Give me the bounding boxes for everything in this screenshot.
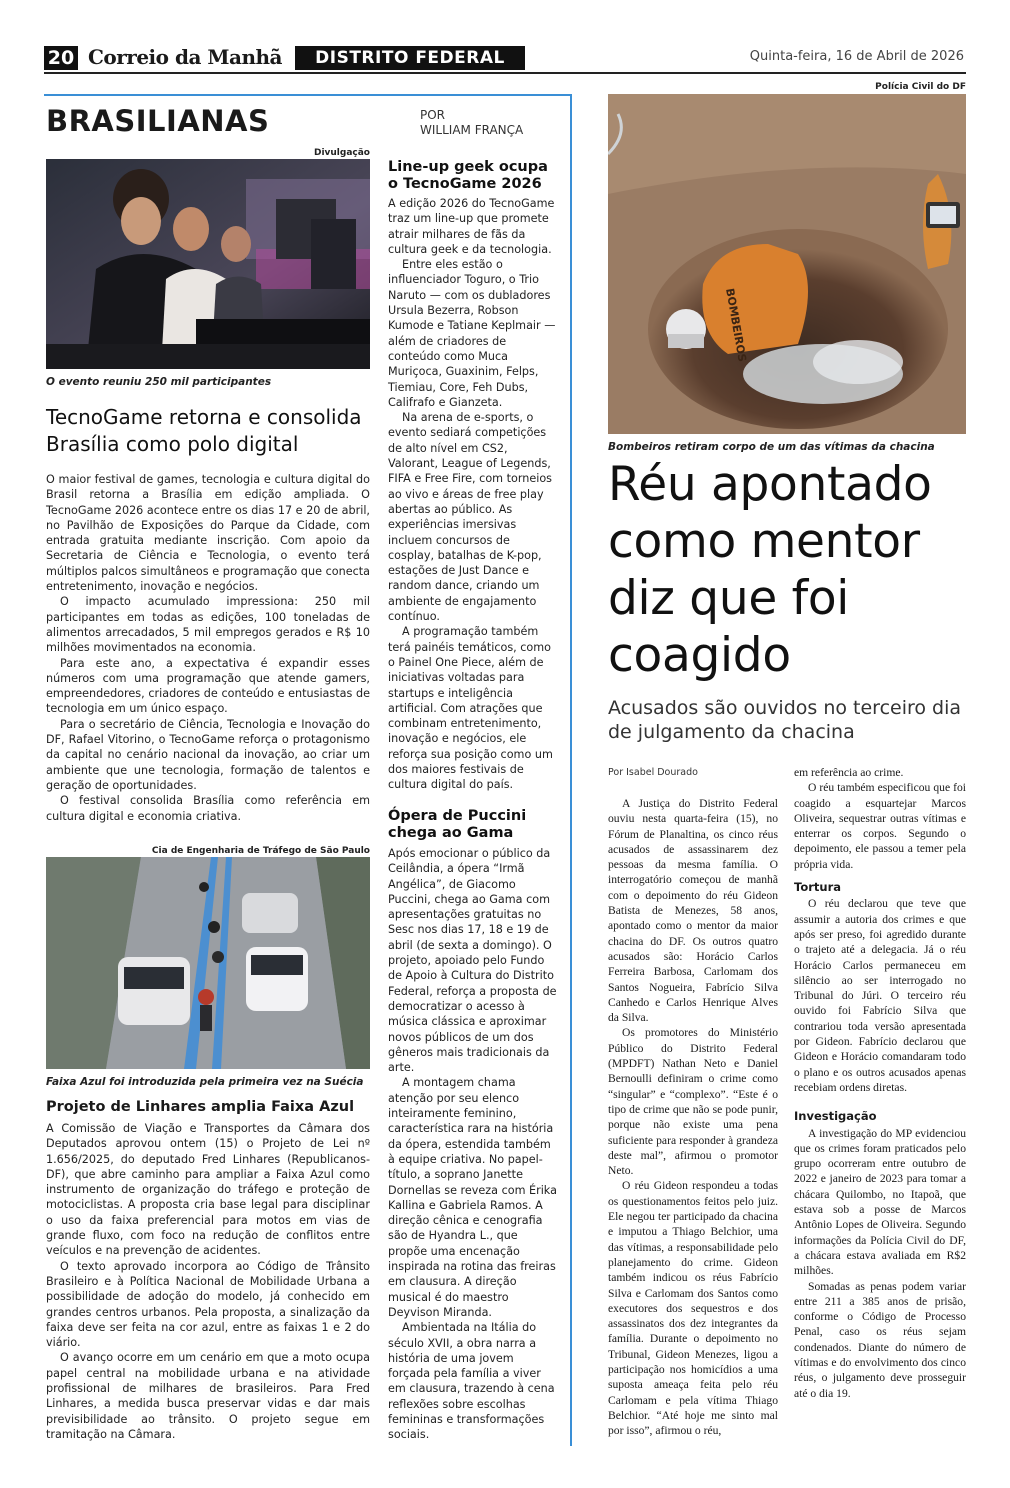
column-box-top-border — [44, 94, 572, 96]
main-paragraph: A Justiça do Distrito Federal ouviu nesta quarta-feira (15), no Fórum de Planaltina, os cinco réus acusados de assassinarem dez pessoas da mesma família. O interrogatório começou de manhã com o depoimento do réu Gideon Batista de Menezes, 58 anos, apontado como o mentor da maior chacina do DF. Os outros quatro acusados são: Horácio Carlos Ferreira Barbosa, Carlomam dos Santos Nogueira, Fabrício Silva Canhedo e Carlos Henrique Alves da Silva. — [608, 797, 778, 1025]
traffic-photo — [46, 857, 370, 1069]
story2-paragraph: O avanço ocorre em um cenário em que a moto ocupa papel central na mobilidade urbana e na atividade profissional de milhares de brasileiros. Para Fred Linhares, a medida busca preservar vidas e dar mais previsibilidade ao trânsito. O projeto segue em tramitação na Câmara. — [46, 1351, 370, 1441]
story1-paragraph: O festival consolida Brasília como referência em cultura digital e economia criativa. — [46, 794, 370, 823]
story2-body — [46, 1121, 370, 1442]
main-paragraph: A investigação do MP evidenciou que os crimes foram praticados pelo grupo ocorreram entre outubro de 2022 e janeiro de 2023 para tomar a chácara Quilombo, no Itapoã, que estava sob a posse de Marcos Antônio Lopes de Oliveira. Segundo informações da Polícia Civil do DF, a chácara estava avaliada em R$2 milhões. — [794, 1126, 966, 1278]
story1-paragraph: O maior festival de games, tecnologia e cultura digital do Brasil retorna a Brasília em edição ampliada. O TecnoGame 2026 acontece entre os dias 17 e 20 de abril, no Pavilhão de Exposições do Parque da Cidade, com entrada gratuita mediante inscrição. Com apoio da Secretaria de Ciência e Tecnologia, o evento terá múltiplos palcos simultâneos e programação que conecta entretenimento, inovação e negócios. — [46, 473, 370, 594]
traffic-photo-image — [46, 857, 370, 1069]
story4-paragraph: Ambientada na Itália do século XVII, a obra narra a história de uma jovem forçada pela família a viver em clausura, trazendo à cena reflexões sobre escolhas femininas e transformações sociais. — [388, 1321, 555, 1442]
subhead-investigacao: Investigação — [794, 1109, 877, 1124]
vest-lettering: BOMBEIROS — [723, 287, 749, 363]
main-body-col2 — [794, 765, 966, 1401]
main-paragraph: Somadas as penas podem variar entre 211 a 385 anos de prisão, conforme o Código de Processo Penal, caso os réus sejam condenados. Diante do número de vítimas e do envolvimento dos cinco réus, o julgamento deve prosseguir até o dia 19. — [794, 1279, 966, 1400]
main-photo-credit: Polícia Civil do DF — [875, 82, 966, 92]
story1-photo-caption: O evento reuniu 250 mil participantes — [46, 376, 272, 388]
story2-paragraph: A Comissão de Viação e Transportes da Câmara dos Deputados aprovou ontem (15) o Projeto de Lei nº 1.656/2025, do deputado Fred Linhares (Republicanos-DF), que abre caminho para ampliar a Faixa Azul como instrumento de organização do tráfego e proteção de motociclistas. A proposta cria base legal para disciplinar o uso da faixa preferencial para motos em vias de grande fluxo, com foco na redução de conflitos entre veículos e na prevenção de acidentes. — [46, 1122, 370, 1258]
story1-paragraph: Para este ano, a expectativa é expandir esses números com uma programação que atende gamers, empreendedores, criadores de conteúdo e entusiastas de tecnologia em um único espaço. — [46, 656, 370, 716]
section-tag: DISTRITO FEDERAL — [295, 46, 525, 70]
page-number: 20 — [44, 46, 78, 70]
main-photo-caption: Bombeiros retiram corpo de um das vítimas da chacina — [608, 441, 935, 453]
story4-paragraph: A montagem chama atenção por seu elenco inteiramente feminino, característica rara na história da ópera, estendida também à equipe criativa. No papel-título, a soprano Janette Dornellas se reveza com Érika Kallina e Gabriela Ramos. A direção cênica e cenografia são de Hyandra L., que propõe uma encenação inspirada na rotina das freiras em clausura. A direção musical é do maestro Deyvison Miranda. — [388, 1076, 557, 1319]
story3-headline: Line-up geek ocupa o TecnoGame 2026 — [388, 159, 548, 192]
header-rule — [44, 72, 966, 74]
story2-paragraph: O texto aprovado incorpora ao Código de Trânsito Brasileiro e à Política Nacional de Mobilidade Urbana a possibilidade de adoção do modelo, já conhecido em grandes centros urbanos. Pela proposta, a sinalização da faixa deve ser feita na cor azul, entre as faixas 1 e 2 do viário. — [46, 1259, 370, 1350]
main-paragraph: O réu Gideon respondeu a todas os questionamentos feitos pelo juiz. Ele negou ter participado da chacina e imputou a Thiago Belchior, uma das vítimas, a responsabilidade pelo planejamento do crime. Gideon também indicou os réus Fabrício Silva e Carlomam dos Santos como executores dos sequestros e dos assassinatos dos dez integrantes da família. Durante o depoimento no Tribunal, Gideon Menezes, ligou a participação nos homicídios a uma suposta ameaça feita pelo réu Carlomam e pela vítima Thiago Belchior. “Até hoje me sinto mal por isso”, afirmou o réu, — [608, 1179, 778, 1438]
gamers-photo-image — [46, 159, 370, 369]
column-title: BRASILIANAS — [46, 104, 270, 138]
story2-photo-credit: Cia de Engenharia de Tráfego de São Paulo — [151, 846, 370, 856]
firefighter-photo — [608, 94, 966, 434]
story1-body — [46, 472, 370, 824]
gamers-photo — [46, 159, 370, 369]
main-paragraph: O réu também especificou que foi coagido a esquartejar Marcos Oliveira, sequestrar outras vítimas e enterrar os corpos. Segundo o depoimento, ele passou a temer pela própria vida. — [794, 781, 966, 871]
story1-photo-credit: Divulgação — [313, 148, 370, 158]
story2-headline: Projeto de Linhares amplia Faixa Azul — [46, 1099, 355, 1115]
main-headline: Réu apontado como mentor diz que foi coagido — [608, 457, 932, 683]
main-body-col1 — [608, 796, 778, 1438]
column-box-right-border — [570, 94, 572, 1446]
column-author-prefix: POR — [420, 108, 446, 122]
story3-body — [388, 196, 558, 793]
story1-headline: TecnoGame retorna e consolida Brasília como polo digital — [46, 405, 362, 456]
story4-headline: Ópera de Puccini chega ao Gama — [388, 808, 527, 841]
story2-photo-caption: Faixa Azul foi introduzida pela primeira vez na Suécia — [46, 1076, 364, 1088]
main-paragraph: O réu declarou que teve que assumir a autoria dos crimes e que após ser preso, foi agredido durante o trajeto até a delegacia. Já o réu Horácio Carlos permaneceu em silêncio ao ser interrogado no Tribunal do Júri. O terceiro réu ouvido foi Fabrício Silva que contrariou toda versão apresentada por Gideon. Fabrício declarou que Gideon e Horácio comandaram todo o plano e os outros acusados apenas recebiam ordens diretas. — [794, 897, 966, 1094]
header-date: Quinta-feira, 16 de Abril de 2026 — [749, 49, 964, 64]
main-deck: Acusados são ouvidos no terceiro dia de julgamento da chacina — [608, 697, 962, 743]
story3-paragraph: Entre eles estão o influenciador Toguro, o Trio Naruto — com os dubladores Ursula Bezerra, Robson Kumode e Tatiane Keplmair — além de criadores de conteúdo como Muca Muriçoca, Guaxinim, Felps, Tiemiau, Core, Feh Dubs, Califrafo e Gianzeta. — [388, 258, 556, 409]
masthead-logo: Correio da Manhã — [88, 45, 283, 69]
story1-paragraph: Para o secretário de Ciência, Tecnologia e Inovação do DF, Rafael Vitorino, o TecnoGame reforça o protagonismo da capital no cenário nacional da inovação, ao criar um ambiente que une tecnologia, formação de talentos e geração de oportunidades. — [46, 717, 370, 792]
firefighter-photo-image — [608, 94, 966, 434]
story3-paragraph: Na arena de e-sports, o evento sediará competições de alto nível em CS2, Valorant, League of Legends, FIFA e Free Fire, com torneios ao vivo e áreas de free play abertas ao público. As experiências imersivas incluem concursos de cosplay, batalhas de K-pop, estações de Just Dance e random dance, criando um ambiente de engajamento contínuo. — [388, 411, 553, 624]
story4-paragraph: Após emocionar o público da Ceilândia, a ópera “Irmã Angélica”, de Giacomo Puccini, chega ao Gama com apresentações gratuitas no Sesc nos dias 17, 18 e 19 de abril (de sexta a domingo). O projeto, apoiado pelo Fundo de Apoio à Cultura do Distrito Federal, reforça a proposta de democratizar o acesso à música clássica e aproximar novos públicos de um dos gêneros mais tradicionais da arte. — [388, 847, 557, 1075]
subhead-tortura: Tortura — [794, 880, 842, 895]
main-paragraph: Os promotores do Ministério Público do Distrito Federal (MPDFT) Nathan Neto e Daniel Bernoulli definiram o crime como “singular” e “complexo”. “Este é o tipo de crime que não se pode punir, porque não existe uma pena suficiente para responder à grandeza deste mal”, afirmou o promotor Neto. — [608, 1026, 778, 1178]
column-author-name: WILLIAM FRANÇA — [420, 123, 524, 137]
main-byline: Por Isabel Dourado — [608, 767, 698, 778]
main-paragraph: em referência ao crime. — [794, 766, 904, 779]
story1-paragraph: O impacto acumulado impressiona: 250 mil participantes em todas as edições, 100 toneladas de alimentos arrecadados, 5 mil empregos gerados e R$ 10 milhões movimentados na economia. — [46, 595, 370, 655]
story3-paragraph: A programação também terá painéis temáticos, como o Painel One Piece, além de iniciativas voltadas para startups e inteligência artificial. Com atrações que combinam entretenimento, inovação e negócios, ele reforça sua posição como um dos maiores festivais de cultura digital do país. — [388, 625, 553, 792]
story3-paragraph: A edição 2026 do TecnoGame traz um line-up que promete atrair milhares de fãs da cultura geek e da tecnologia. — [388, 197, 555, 256]
column-author — [420, 108, 523, 138]
story4-body — [388, 846, 558, 1443]
